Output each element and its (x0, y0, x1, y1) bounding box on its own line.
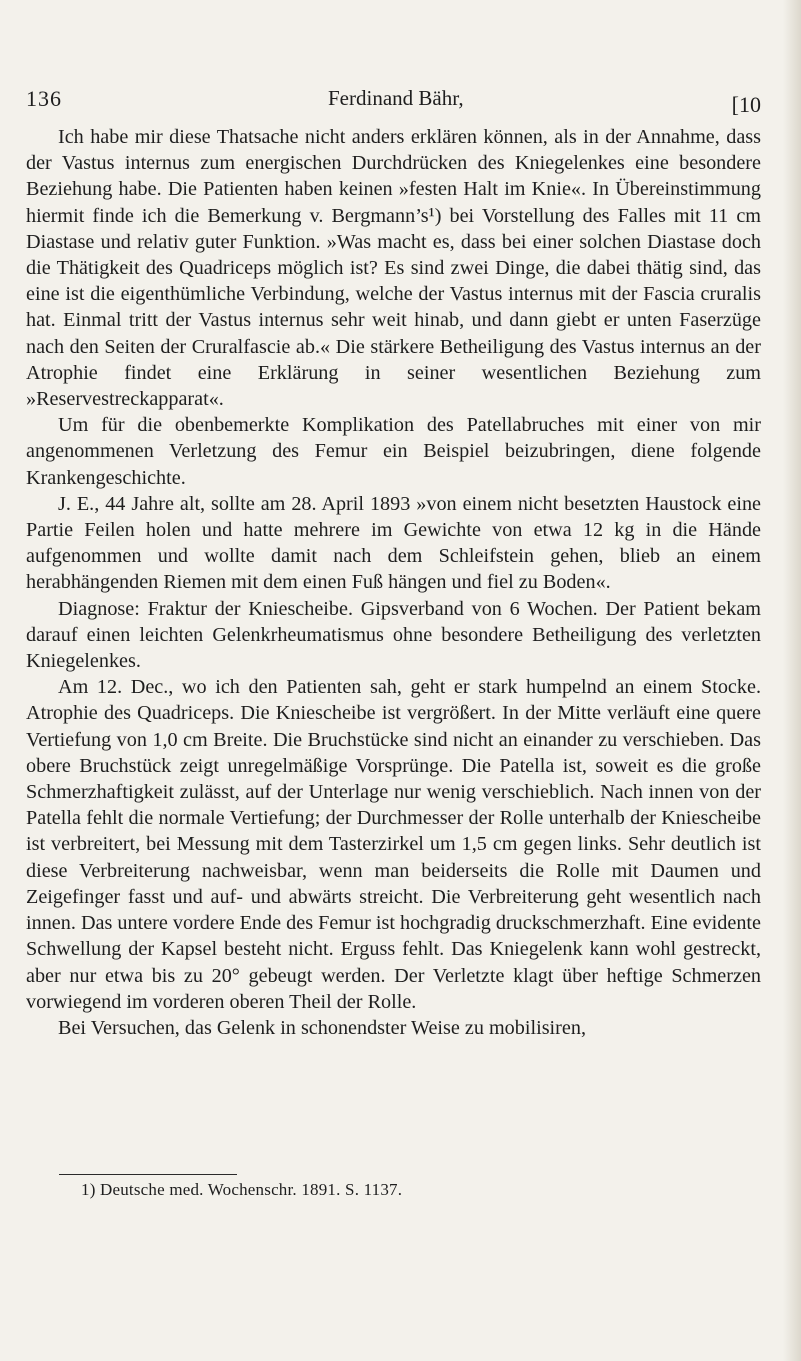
section-mark: [10 (731, 92, 761, 117)
body-text (26, 124, 761, 1041)
footnote: 1) Deutsche med. Wochenschr. 1891. S. 1137. (81, 1180, 403, 1199)
footnote-divider (59, 1174, 237, 1175)
page-header (26, 86, 761, 116)
paragraph: Um für die obenbemerkte Komplikation des Patellabruches mit einer von mir angenommenen Verletzung des Femur ein Beispiel beizubringen, diene folgende Krankengeschichte. (26, 414, 761, 489)
paragraph: J. E., 44 Jahre alt, sollte am 28. April 1893 »von einem nicht besetzten Haustock eine Partie Feilen holen und hatte mehrere im Gewichte von etwa 12 kg in die Hände aufgenommen und wollte damit nach dem Schleifstein gehen, blieb an einem herabhängenden Riemen mit dem einen Fuß hängen und fiel zu Boden«. (26, 492, 761, 594)
running-head: Ferdinand Bähr, (328, 86, 464, 110)
paragraph: Diagnose: Fraktur der Kniescheibe. Gipsverband von 6 Wochen. Der Patient bekam darauf einen leichten Gelenkrheumatismus ohne besondere Betheiligung des verletzten Kniegelenkes. (26, 597, 761, 673)
paragraph: Am 12. Dec., wo ich den Patienten sah, geht er stark humpelnd an einem Stocke. Atrophie des Quadriceps. Die Kniescheibe ist vergrößert. In der Mitte verläuft eine quere Vertiefung von 1,0 cm Breite. Die Bruchstücke sind nicht an einander zu verschieben. Das obere Bruchstück zeigt unregelmäßige Vorsprünge. Die Patella ist, soweit es die große Schmerzhaftigkeit zulässt, auf der Unterlage nur wenig verschieblich. Nach innen von der Patella fehlt die normale Vertiefung; der Durchmesser der Rolle unterhalb der Kniescheibe ist verbreitert, bei Messung mit dem Tasterzirkel um 1,5 cm gegen links. Sehr deutlich ist diese Verbreiterung nachweisbar, wenn man beiderseits die Rolle mit Daumen und Zeigefinger fasst und auf- und abwärts streicht. Die Verbreiterung geht wesentlich nach innen. Das untere vordere Ende des Femur ist hochgradig druckschmerzhaft. Eine evidente Schwellung der Kapsel besteht nicht. Erguss fehlt. Das Kniegelenk kann wohl gestreckt, aber nur etwa bis zu 20° gebeugt werden. Der Verletzte klagt über heftige Schmerzen vorwiegend im vorderen oberen Theil der Rolle. (26, 676, 761, 1013)
paragraph: Ich habe mir diese Thatsache nicht anders erklären können, als in der Annahme, dass der Vastus internus zum energischen Durchdrücken des Kniegelenkes eine besondere Beziehung habe. Die Patienten haben keinen »festen Halt im Knie«. In Übereinstimmung hiermit finde ich die Bemerkung v. Bergmann’s¹) bei Vorstellung des Falles mit 11 cm Diastase und relativ guter Funktion. »Was macht es, dass bei einer solchen Diastase doch die Thätigkeit des Quadriceps möglich ist? Es sind zwei Dinge, die dabei thätig sind, das eine ist die eigenthümliche Verbindung, welche der Vastus internus mit der Fascia cruralis hat. Einmal tritt der Vastus internus sehr weit hinab, und dann giebt er unten Faserzüge nach den Seiten der Cruralfascie ab.« Die stärkere Betheiligung des Vastus internus an der Atrophie findet eine Erklärung in seiner wesentlichen Beziehung zum »Reservestreckapparat«. (26, 126, 761, 411)
page-edge-shadow (783, 0, 801, 1361)
paragraph: Bei Versuchen, das Gelenk in schonendster Weise zu mobilisiren, (58, 1016, 586, 1039)
page-number: 136 (26, 86, 62, 111)
